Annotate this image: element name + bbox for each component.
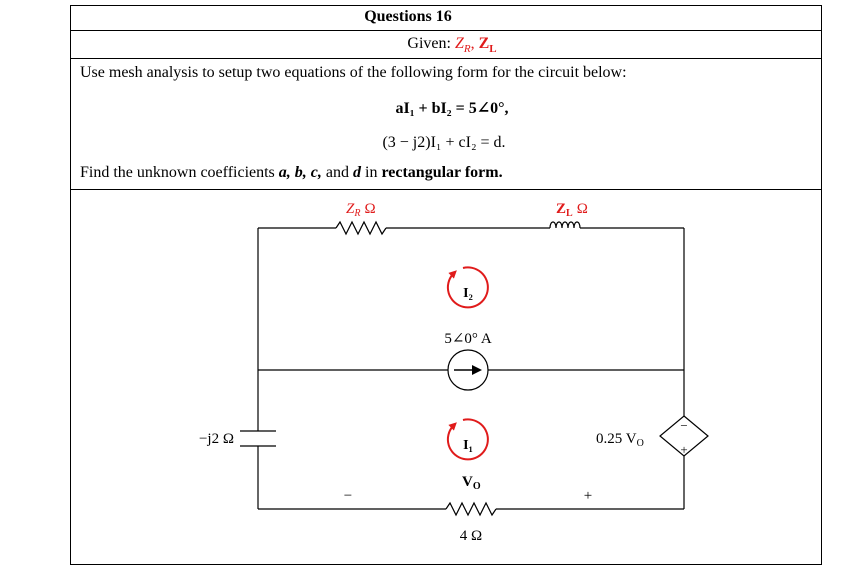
given-prefix: Given: (407, 35, 451, 52)
source-label: 5∠0° A (444, 331, 492, 347)
zl-label: $Z_L$ Ω (556, 201, 588, 219)
find-d: d (353, 164, 361, 181)
find-in: in (365, 164, 378, 181)
dependent-plus-sign: + (680, 442, 688, 457)
mesh-2-label: I₂ (463, 286, 473, 301)
problem-intro: Use mesh analysis to setup two equations of the following form for the circuit below: (80, 64, 627, 81)
mesh-1-label: I₁ (463, 438, 473, 453)
find-and: and (325, 164, 349, 181)
given-zl: $Z_L$ (478, 35, 497, 56)
equation-2: (3 − j2)I₁ + cI₂ = d. (382, 134, 506, 151)
zr-resistor-symbol (336, 222, 386, 234)
find-vars: a, b, c, (278, 164, 322, 181)
vo-plus-sign: + (583, 488, 593, 504)
given-separator: , (470, 35, 475, 52)
dependent-source-label: 0.25 $V_O$ (596, 431, 644, 449)
vo-minus-sign: − (343, 488, 353, 504)
vo-label: $V_O$ (462, 474, 481, 492)
bottom-resistor-symbol (446, 503, 496, 515)
find-form: rectangular form. (381, 164, 503, 181)
find-prefix: Find the unknown coefficients (80, 164, 275, 181)
zr-label: $Z_R$ Ω (346, 201, 376, 219)
resistor-4-label: 4 Ω (459, 528, 483, 544)
zl-inductor-symbol (550, 222, 580, 228)
dependent-minus-sign: − (680, 418, 688, 433)
question-title: Questions 16 (364, 8, 452, 25)
equation-1: aI₁ + bI₂ = 5∠0°, (395, 100, 509, 117)
given-zr: $Z_R$ (454, 35, 471, 56)
capacitor-label: −j2 Ω (198, 431, 234, 447)
